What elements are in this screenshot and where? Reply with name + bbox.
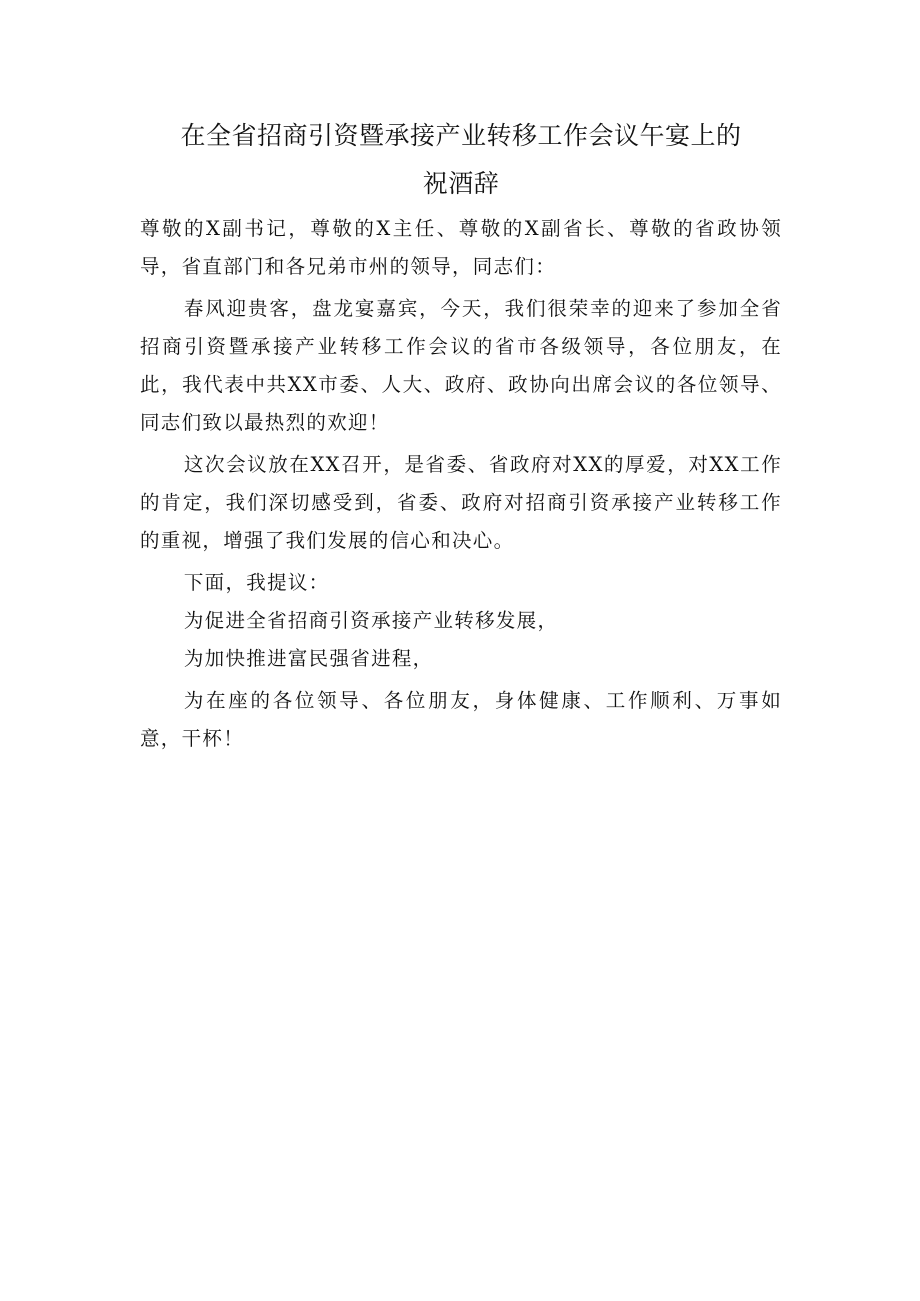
toast-line-3: 为在座的各位领导、各位朋友，身体健康、工作顺利、万事如意，干杯！ [140, 689, 782, 750]
welcome-paragraph: 春风迎贵客，盘龙宴嘉宾，今天，我们很荣幸的迎来了参加全省招商引资暨承接产业转移工作会议的省市各级领导，各位朋友，在此，我代表中共XX市委、人大、政府、政协向出席会议的各位领导、同志们致以最热烈的欢迎！ [140, 297, 782, 434]
title-line-1: 在全省招商引资暨承接产业转移工作会议午宴上的 [180, 121, 742, 150]
document-page [140, 112, 782, 762]
document-title [140, 112, 782, 208]
salutation-paragraph: 尊敬的X副书记，尊敬的X主任、尊敬的X副省长、尊敬的省政协领导，省直部门和各兄弟市州的领导，同志们： [140, 217, 782, 278]
title-line-2: 祝酒辞 [422, 169, 500, 198]
proposal-paragraph: 下面，我提议： [183, 571, 330, 594]
toast-line-2: 为加快推进富民强省进程， [183, 647, 434, 670]
toast-line-1: 为促进全省招商引资承接产业转移发展， [183, 609, 559, 632]
meeting-paragraph: 这次会议放在XX召开，是省委、省政府对XX的厚爱，对XX工作的肯定，我们深切感受到，省委、政府对招商引资承接产业转移工作的重视，增强了我们发展的信心和决心。 [140, 453, 782, 552]
